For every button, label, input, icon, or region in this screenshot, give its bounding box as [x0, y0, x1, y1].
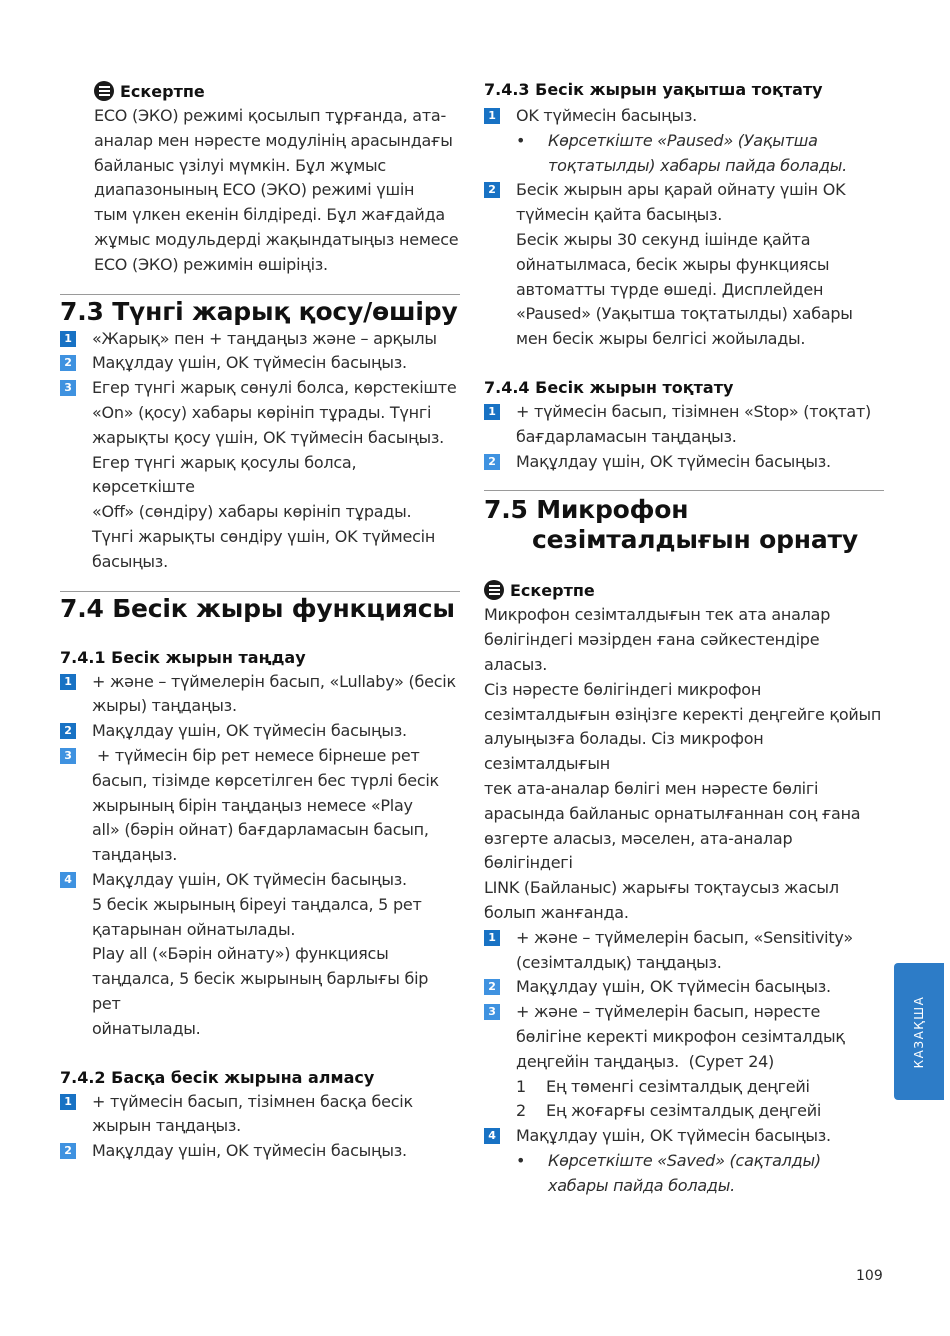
step-number: 1 — [60, 331, 76, 347]
section-divider — [484, 490, 884, 491]
step-item: 3 Егер түнгі жарық сөнулі болса, көрстекіште «On» (қосу) хабары көрініп тұрады. Түнгі жарықты қосу үшін, OK түймесін басыңыз. Егер түнгі жарық қосулы болса, көрсеткіште «Off» (сөндіру) хабары көрініп тұрады. Түнгі жарықты сөндіру үшін, OK түймесін басыңыз. — [60, 376, 460, 574]
sensitivity-level-item: 1 Ең төменгі сезімталдық деңгейі — [516, 1076, 810, 1096]
step-item: 1 + және – түймелерін басып, «Sensitivity» (сезімталдық) таңдаңыз. — [484, 926, 884, 976]
step-item: 1 OK түймесін басыңыз. — [484, 104, 884, 129]
sensitivity-level-item: 2 Ең жоғарғы сезімталдық деңгейі — [516, 1101, 822, 1121]
step-number: 2 — [484, 979, 500, 995]
subsection-7-4-1-steps — [60, 670, 460, 1042]
step-number: 2 — [60, 1143, 76, 1159]
step-number: 2 — [484, 182, 500, 198]
right-column — [484, 78, 884, 1198]
subsection-title-7-4-4: 7.4.4 Бесік жырын тоқтату — [484, 377, 734, 397]
eco-note — [60, 78, 460, 278]
section-title-7-5: 7.5 Микрофон сезімталдығын орнату — [484, 495, 858, 555]
note-heading: Ескертпе — [484, 577, 884, 603]
step-number: 3 — [484, 1004, 500, 1020]
subsection-7-4-4-steps — [484, 400, 884, 474]
step-item: 3 + және – түймелерін басып, нәресте бөлігіне керекті микрофон сезімталдық деңгейін таңдаңыз. (Сурет 24) — [484, 1000, 884, 1074]
bullet-item: • Көрсеткіште «Saved» (сақталды) хабары пайда болады. — [516, 1150, 821, 1195]
section-divider — [60, 591, 460, 592]
step-number: 1 — [60, 674, 76, 690]
step-number: 4 — [484, 1128, 500, 1144]
step-number: 1 — [60, 1094, 76, 1110]
step-item: 1 «Жарық» пен + таңдаңыз және – арқылы — [60, 327, 460, 352]
step-item: 2 Мақұлдау үшін, OK түймесін басыңыз. — [484, 975, 884, 1000]
step-number: 2 — [484, 454, 500, 470]
step-item: 2 Мақұлдау үшін, OK түймесін басыңыз. — [484, 450, 884, 475]
step-number: 4 — [60, 872, 76, 888]
step-number: 2 — [60, 355, 76, 371]
step-item: 2 Мақұлдау үшін, OK түймесін басыңыз. — [60, 351, 460, 376]
section-7-3-steps — [60, 327, 460, 575]
step-number: 1 — [484, 108, 500, 124]
subsection-title-7-4-3: 7.4.3 Бесік жырын уақытша тоқтату — [484, 80, 823, 99]
step-item: 4 Мақұлдау үшін, OK түймесін басыңыз. 5 бесік жырының біреуі таңдалса, 5 рет қатарынан ойнатылады. Play all («Бәрін ойнату») функциясы таңдалса, 5 бесік жырының барлығы бір рет ойнатылады. — [60, 868, 460, 1042]
language-label: КАЗАҚША — [912, 995, 926, 1068]
section-7-5-steps — [484, 926, 884, 1199]
step-item: 4 Мақұлдау үшін, OK түймесін басыңыз. — [484, 1124, 884, 1149]
step-item: 2 Бесік жырын ары қарай ойнату үшін OK түймесін қайта басыңыз. Бесік жыры 30 секунд ішінде қайта ойнатылмаса, бесік жыры функциясы автоматты түрде өшеді. Дисплейден «Paused» (Уақытша тоқтатылды) хабары мен бесік жыры белгісі жойылады. — [484, 178, 884, 352]
language-side-tab — [894, 963, 944, 1100]
step-number: 1 — [484, 930, 500, 946]
subsection-title-7-4-1: 7.4.1 Бесік жырын таңдау — [60, 647, 306, 667]
page-number: 109 — [856, 1268, 883, 1284]
step-item: 1 + түймесін басып, тізімнен «Stop» (тоқтат) бағдарламасын таңдаңыз. — [484, 400, 884, 450]
subsection-title-7-4-2: 7.4.2 Басқа бесік жырына алмасу — [60, 1067, 375, 1087]
step-item: 2 Мақұлдау үшін, OK түймесін басыңыз. — [60, 719, 460, 744]
step-item: 1 + түймесін басып, тізімнен басқа бесік жырын таңдаңыз. — [60, 1090, 460, 1140]
note-icon — [484, 580, 504, 600]
step-number: 3 — [60, 748, 76, 764]
note-text: Микрофон сезімталдығын тек ата аналар бөлігіндегі мәзірден ғана сәйкестендіре аласыз. Сіз нәресте бөлігіндегі микрофон сезімталдығын өзіңізге керекті деңгейге қойып алуыңызға болады. Сіз микрофон сезімталдығын тек ата-аналар бөлігі мен нәресте бөлігі арасында байланыс орнатылғаннан соң ғана өзгерте аласыз, мәселен, ата-аналар бөлігіндегі LINK (Байланыс) жарығы тоқтаусыз жасыл болып жанғанда. — [484, 605, 882, 922]
subsection-7-4-2-steps — [60, 1090, 460, 1164]
note-text: ECO (ЭКО) режимі қосылып тұрғанда, ата- аналар мен нәресте модулінің арасындағы байланыс үзілуі мүмкін. Бұл жұмыс диапазонының ECO (ЭКО) режимі үшін тым үлкен екенін білдіреді. Бұл жағдайда жұмыс модульдерді жақындатыңыз немесе ECO (ЭКО) режимін өшіріңіз. — [94, 106, 459, 274]
step-number: 3 — [60, 380, 76, 396]
step-item: 3 + түймесін бір рет немесе бірнеше рет басып, тізімде көрсетілген бес түрлі бесік жырының бірін таңдаңыз немесе «Play all» (бәрін ойнат) бағдарламасын басып, таңдаңыз. — [60, 744, 460, 868]
step-item: 2 Мақұлдау үшін, OK түймесін басыңыз. — [60, 1139, 460, 1164]
bullet-item: • Көрсеткіште «Paused» (Уақытша тоқтатылды) хабары пайда болады. — [516, 130, 848, 175]
section-title-7-4: 7.4 Бесік жыры функциясы — [60, 593, 455, 623]
sensitivity-note — [484, 577, 884, 925]
note-heading: Ескертпе — [94, 78, 460, 104]
step-number: 2 — [60, 723, 76, 739]
note-icon — [94, 81, 114, 101]
step-item: 1 + және – түймелерін басып, «Lullaby» (бесік жыры) таңдаңыз. — [60, 670, 460, 720]
step-number: 1 — [484, 404, 500, 420]
left-column — [60, 78, 460, 1164]
section-divider — [60, 294, 460, 295]
subsection-7-4-3-steps — [484, 104, 884, 352]
section-title-7-3: 7.3 Түнгі жарық қосу/өшіру — [60, 296, 458, 326]
